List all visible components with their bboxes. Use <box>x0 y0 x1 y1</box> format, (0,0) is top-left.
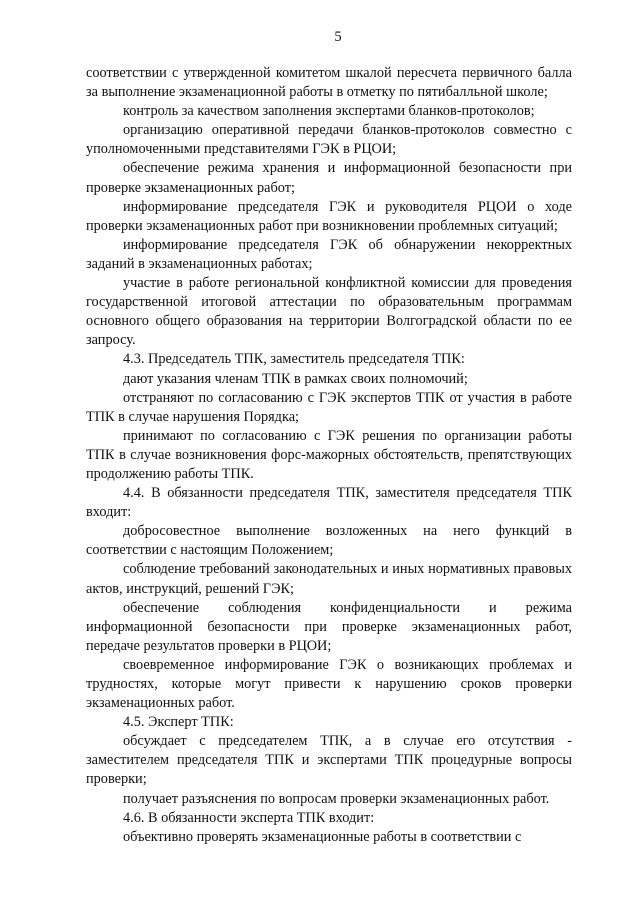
paragraph: участие в работе региональной конфликтной комиссии для проведения государственной итоговой аттестации по образовательным программам основного общего образования на территории Волгоградской области по ее запросу. <box>86 275 572 349</box>
paragraph: соответствии с утвержденной комитетом шкалой пересчета первичного балла за выполнение экзаменационной работы в отметку по пятибалльной школе; <box>86 65 572 101</box>
paragraph: обсуждает с председателем ТПК, а в случае его отсутствия - заместителем председателя ТПК и экспертами ТПК процедурные вопросы проверки; <box>86 733 572 788</box>
document-body <box>86 64 572 847</box>
page-number: 5 <box>334 29 342 45</box>
paragraph: информирование председателя ГЭК об обнаружении некорректных заданий в экзаменационных работах; <box>86 236 572 272</box>
paragraph: дают указания членам ТПК в рамках своих полномочий; <box>123 370 468 387</box>
paragraph: обеспечение режима хранения и информационной безопасности при проверке экзаменационных работ; <box>86 160 572 196</box>
paragraph: контроль за качеством заполнения экспертами бланков-протоколов; <box>123 103 535 120</box>
paragraph: отстраняют по согласованию с ГЭК экспертов ТПК от участия в работе ТПК в случае нарушения Порядка; <box>86 389 572 425</box>
paragraph: объективно проверять экзаменационные работы в соответствии с <box>123 828 522 845</box>
paragraph: добросовестное выполнение возложенных на него функций в соответствии с настоящим Положением; <box>86 523 572 559</box>
paragraph: соблюдение требований законодательных и иных нормативных правовых актов, инструкций, решений ГЭК; <box>86 561 572 597</box>
paragraph: информирование председателя ГЭК и руководителя РЦОИ о ходе проверки экзаменационных работ при возникновении проблемных ситуаций; <box>86 198 572 234</box>
paragraph: своевременное информирование ГЭК о возникающих проблемах и трудностях, которые могут привести к нарушению сроков проверки экзаменационных работ. <box>86 656 572 712</box>
paragraph: 4.4. В обязанности председателя ТПК, заместителя председателя ТПК входит: <box>86 485 572 521</box>
paragraph: принимают по согласованию с ГЭК решения по организации работы ТПК в случае возникновения форс-мажорных обстоятельств, препятствующих продолжению работы ТПК. <box>86 427 572 482</box>
paragraph: организацию оперативной передачи бланков-протоколов совместно с уполномоченными представителями ГЭК в РЦОИ; <box>86 122 572 158</box>
paragraph: 4.6. В обязанности эксперта ТПК входит: <box>123 809 375 826</box>
paragraph: обеспечение соблюдения конфиденциальности и режима информационной безопасности при проверке экзаменационных работ, передаче результатов проверки в РЦОИ; <box>86 599 572 654</box>
paragraph: 4.3. Председатель ТПК, заместитель председателя ТПК: <box>123 351 465 368</box>
paragraph: 4.5. Эксперт ТПК: <box>123 714 234 731</box>
paragraph: получает разъяснения по вопросам проверки экзаменационных работ. <box>123 790 550 807</box>
